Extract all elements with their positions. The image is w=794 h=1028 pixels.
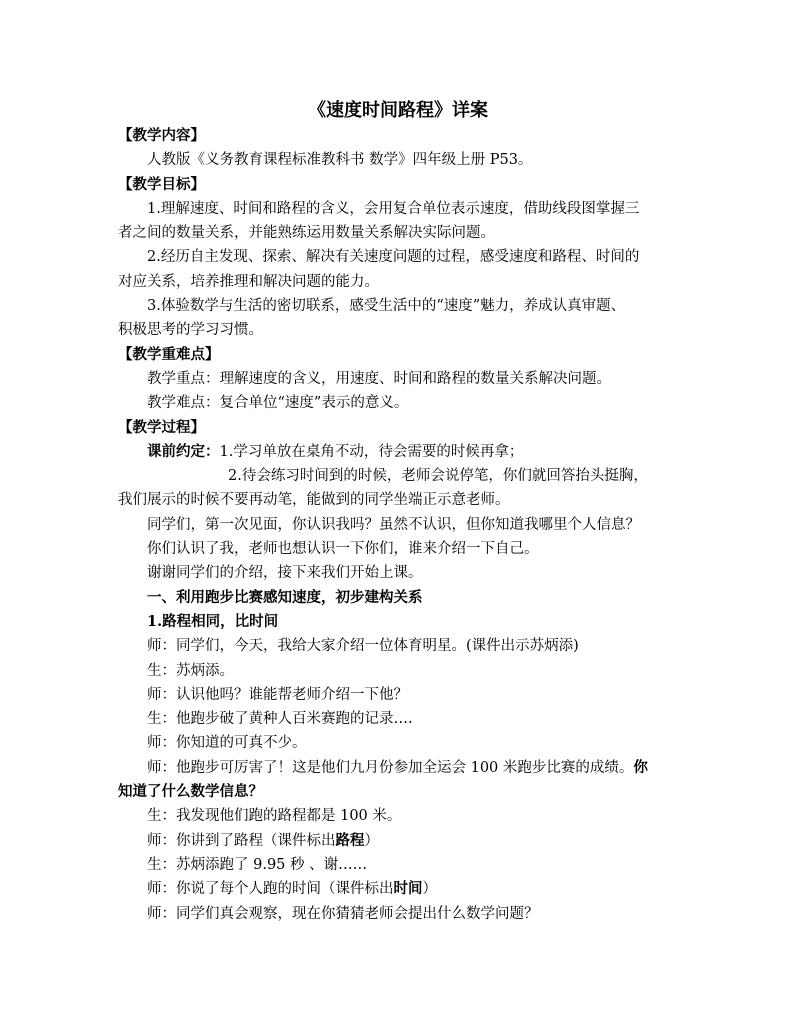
goal-3-line-2: 积极思考的学习习惯。 [118,322,263,339]
key-point: 教学重点：理解速度的含义，用速度、时间和路程的数量关系解决问题。 [147,370,611,387]
pre-agreement-2-cont: 我们展示的时候不要再动笔，能做到的同学坐端正示意老师。 [118,492,510,509]
paragraph-3: 谢谢同学们的介绍，接下来我们开始上课。 [147,565,423,582]
dialog-line-1: 师：同学们，今天，我给大家介绍一位体育明星。(课件出示苏炳添) [147,638,579,655]
goal-2-line-2: 对应关系，培养推理和解决问题的能力。 [118,273,379,290]
dialog-line-10-text: 师：你说了每个人跑的时间（课件标出 [147,881,394,898]
dialog-line-10 [118,877,678,901]
dialog-line-11: 师：同学们真会观察，现在你猜猜老师会提出什么数学问题？ [147,905,539,922]
dialog-line-8-text: 师：你讲到了路程（课件标出 [147,832,336,849]
paragraph-2: 你们认识了我，老师也想认识一下你们，谁来介绍一下自己。 [147,541,539,558]
dialog-line-10-end: ） [422,881,437,898]
dialog-line-7: 生：我发现他们跑的路程都是 100 米。 [147,808,402,825]
dialog-line-6-bold: 你 [633,758,648,776]
dialog-line-3: 师：认识他吗？谁能帮老师介绍一下他？ [147,686,408,703]
goal-1-line-1: 1.理解速度、时间和路程的含义，会用复合单位表示速度，借助线段图掌握三 [147,200,640,217]
dialog-line-8-end: ） [364,832,379,849]
paragraph-1: 同学们，第一次见面，你认识我吗？虽然不认识，但你知道我哪里个人信息？ [147,516,640,533]
dialog-line-6-text: 师：他跑步可厉害了！这是他们九月份参加全运会 100 米跑步比赛的成绩。 [147,759,634,776]
dialog-line-8-bold: 路程 [335,831,365,849]
content-text: 人教版《义务教育课程标准教科书 数学》四年级上册 P53。 [147,152,533,169]
section-heading-process: 【教学过程】 [118,418,205,436]
goal-3-line-1: 3.体验数学与生活的密切联系，感受生活中的“速度”魅力，养成认真审题、 [147,298,626,315]
section-heading-content: 【教学内容】 [118,127,205,144]
goal-2-line-1: 2.经历自主发现、探索、解决有关速度问题的过程，感受速度和路程、时间的 [147,249,640,266]
dialog-line-4: 生：他跑步破了黄种人百米赛跑的记录…. [147,711,413,728]
dialog-line-8 [118,829,678,853]
dialog-line-9: 生：苏炳添跑了 9.95 秒 、谢…… [147,856,368,873]
goal-1-line-2: 者之间的数量关系，并能熟练运用数量关系解决实际问题。 [118,225,495,242]
dialog-line-6-cont: 知道了什么数学信息？ [118,783,263,801]
part-1-heading: 一、利用跑步比赛感知速度，初步建构关系 [147,588,423,606]
document-page [118,98,678,926]
document-title: 《速度时间路程》详案 [308,100,488,121]
difficult-point: 教学难点：复合单位“速度”表示的意义。 [147,395,409,412]
dialog-line-6 [118,756,678,780]
dialog-line-5: 师：你知道的可真不少。 [147,735,307,752]
section-heading-key: 【教学重难点】 [118,345,220,363]
pre-agreement-1 [118,440,678,464]
section-heading-goals: 【教学目标】 [118,175,205,193]
dialog-line-2: 生：苏炳添。 [147,662,234,679]
sub-1-heading: 1.路程相同，比时间 [147,612,279,630]
pre-agreement-label: 课前约定： [147,442,220,460]
dialog-line-10-bold: 时间 [393,880,423,898]
pre-agreement-2: 2.待会练习时间到的时候，老师会说停笔，你们就回答抬头挺胸， [228,468,648,485]
pre-agreement-1-text: 1.学习单放在桌角不动，待会需要的时候再拿； [219,443,524,460]
